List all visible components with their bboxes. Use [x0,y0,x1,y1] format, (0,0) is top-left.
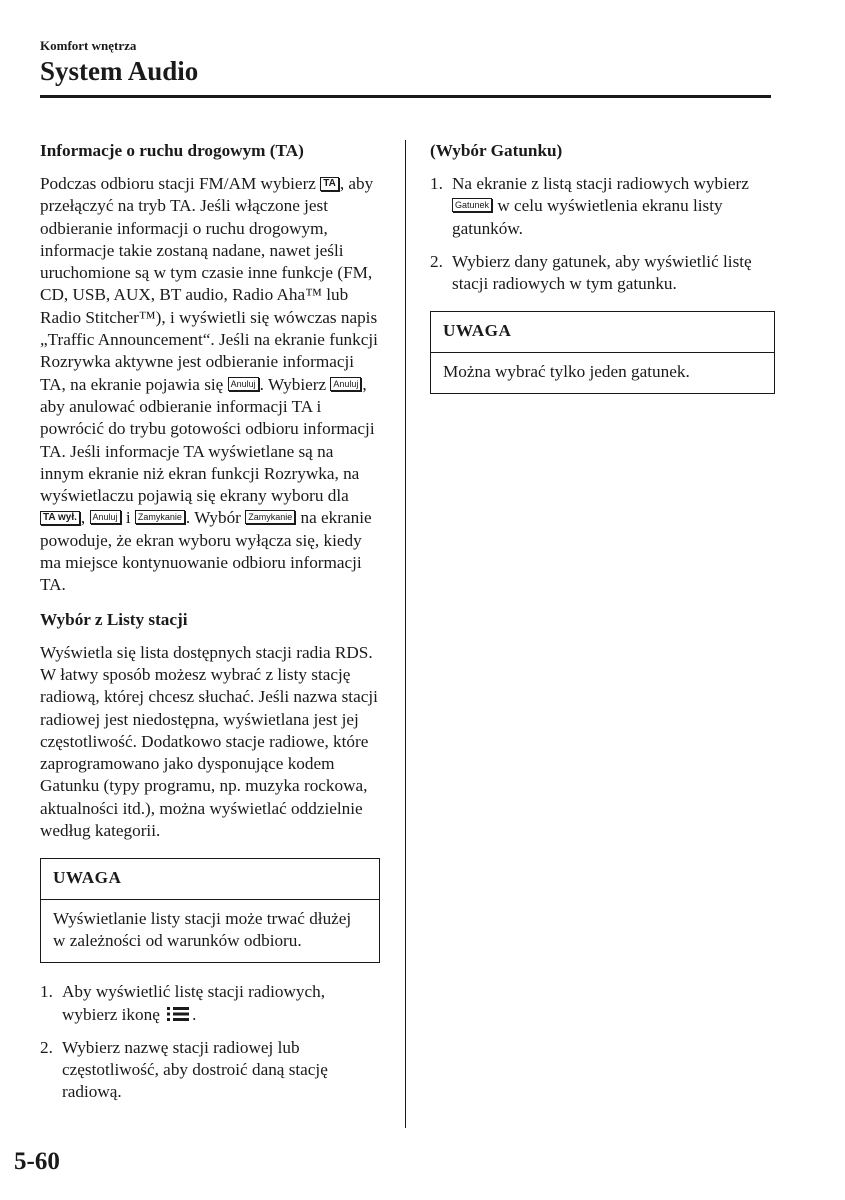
anuluj-key: Anuluj [90,510,121,524]
ta-text-4: , aby anulować odbieranie informacji TA i powrócić do trybu gotowości odbioru informacji TA. Jeśli informacje TA wyświetlane są na innym ekranie niż ekran funkcji Rozrywka, na wyświetlaczu pojawią się ekrany wyboru dla [40,374,375,506]
step-number: 1. [40,982,53,1002]
step-text: Wybierz nazwę stacji radiowej lub częstotliwość, aby dostroić daną stację radiową. [62,1037,328,1102]
ta-paragraph [40,173,380,597]
note-header: UWAGA [431,312,774,352]
list-item [40,981,380,1026]
section-label: Komfort wnętrza [40,38,137,53]
list-icon [167,1007,189,1021]
step-text: Aby wyświetlić listę stacji radiowych, wybierz ikonę [62,982,326,1024]
anuluj-key: Anuluj [228,377,259,391]
ta-text-7: . Wybór [185,508,241,528]
list-item [430,251,775,296]
note-body: Można wybrać tylko jeden gatunek. [443,361,690,381]
step-number: 2. [430,251,443,271]
note-box [430,311,775,394]
ta-text-2: , aby przełączyć na tryb TA. Jeśli włączone jest odbieranie informacji o ruchu drogowym, informacje takie zostaną nadane, nawet jeśli uruchomione są w tym czasie inne funkcje (FM, CD, USB, AUX, BT audio, Radio Aha™ lub Radio Stitcher™), i wyświetli się wówczas napis „Traffic Announcement“. Jeśli na ekranie funkcji Rozrywka aktywne jest odbieranie informacji TA, na ekranie pojawia się [40,174,378,394]
step-text: Na ekranie z listą stacji radiowych wybierz [452,174,749,193]
genre-heading: (Wybór Gatunku) [430,141,563,160]
note-box [40,858,380,963]
step-number: 1. [430,174,443,193]
step-text-end: w celu wyświetlenia ekranu listy gatunków. [452,196,723,238]
genre-steps [430,173,775,295]
station-list-steps [40,981,380,1103]
note-header: UWAGA [41,859,379,899]
page-number: 5-60 [14,1148,60,1175]
ta-key: TA [320,177,339,191]
step-text-end: . [192,1004,197,1024]
ta-text-8: na ekranie powoduje, że ekran wyboru wyłącza się, kiedy ma miejsce kontynuowanie odbioru informacji TA. [40,508,372,595]
ta-text-3: . Wybierz [259,374,327,394]
zamykanie-key: Zamykanie [135,510,185,524]
step-text: Wybierz dany gatunek, aby wyświetlić listę stacji radiowych w tym gatunku. [452,251,752,294]
ta-text-1: Podczas odbioru stacji FM/AM wybierz [40,174,316,193]
gatunek-key: Gatunek [452,198,492,212]
title-rule [40,95,771,98]
ta-heading: Informacje o ruchu drogowym (TA) [40,141,304,160]
station-list-paragraph: Wyświetla się lista dostępnych stacji radia RDS. W łatwy sposób możesz wybrać z listy stację radiową, której chcesz słuchać. Jeśli nazwa stacji radiowej jest niedostępna, wyświetlana jest jej częstotliwość. Dodatkowo stacje radiowe, które zaprogramowano jako dysponujące kodem Gatunku (typy programu, np. muzyka rockowa, aktualności itd.), można wyświetlać oddzielnie według kategorii. [40,642,378,841]
note-body: Wyświetlanie listy stacji może trwać dłużej w zależności od warunków odbioru. [53,908,352,950]
step-number: 2. [40,1037,53,1057]
ta-off-key: TA wył. [40,511,80,525]
station-list-heading: Wybór z Listy stacji [40,609,188,629]
column-divider [405,140,406,1128]
page-title: System Audio [40,56,199,86]
list-item [40,1037,380,1104]
right-column [430,140,775,412]
anuluj-key: Anuluj [330,377,361,391]
left-column [40,140,380,1115]
list-item [430,173,775,240]
ta-text-6: i [125,508,131,528]
zamykanie-key: Zamykanie [245,510,295,524]
ta-text-5: , [80,508,86,528]
